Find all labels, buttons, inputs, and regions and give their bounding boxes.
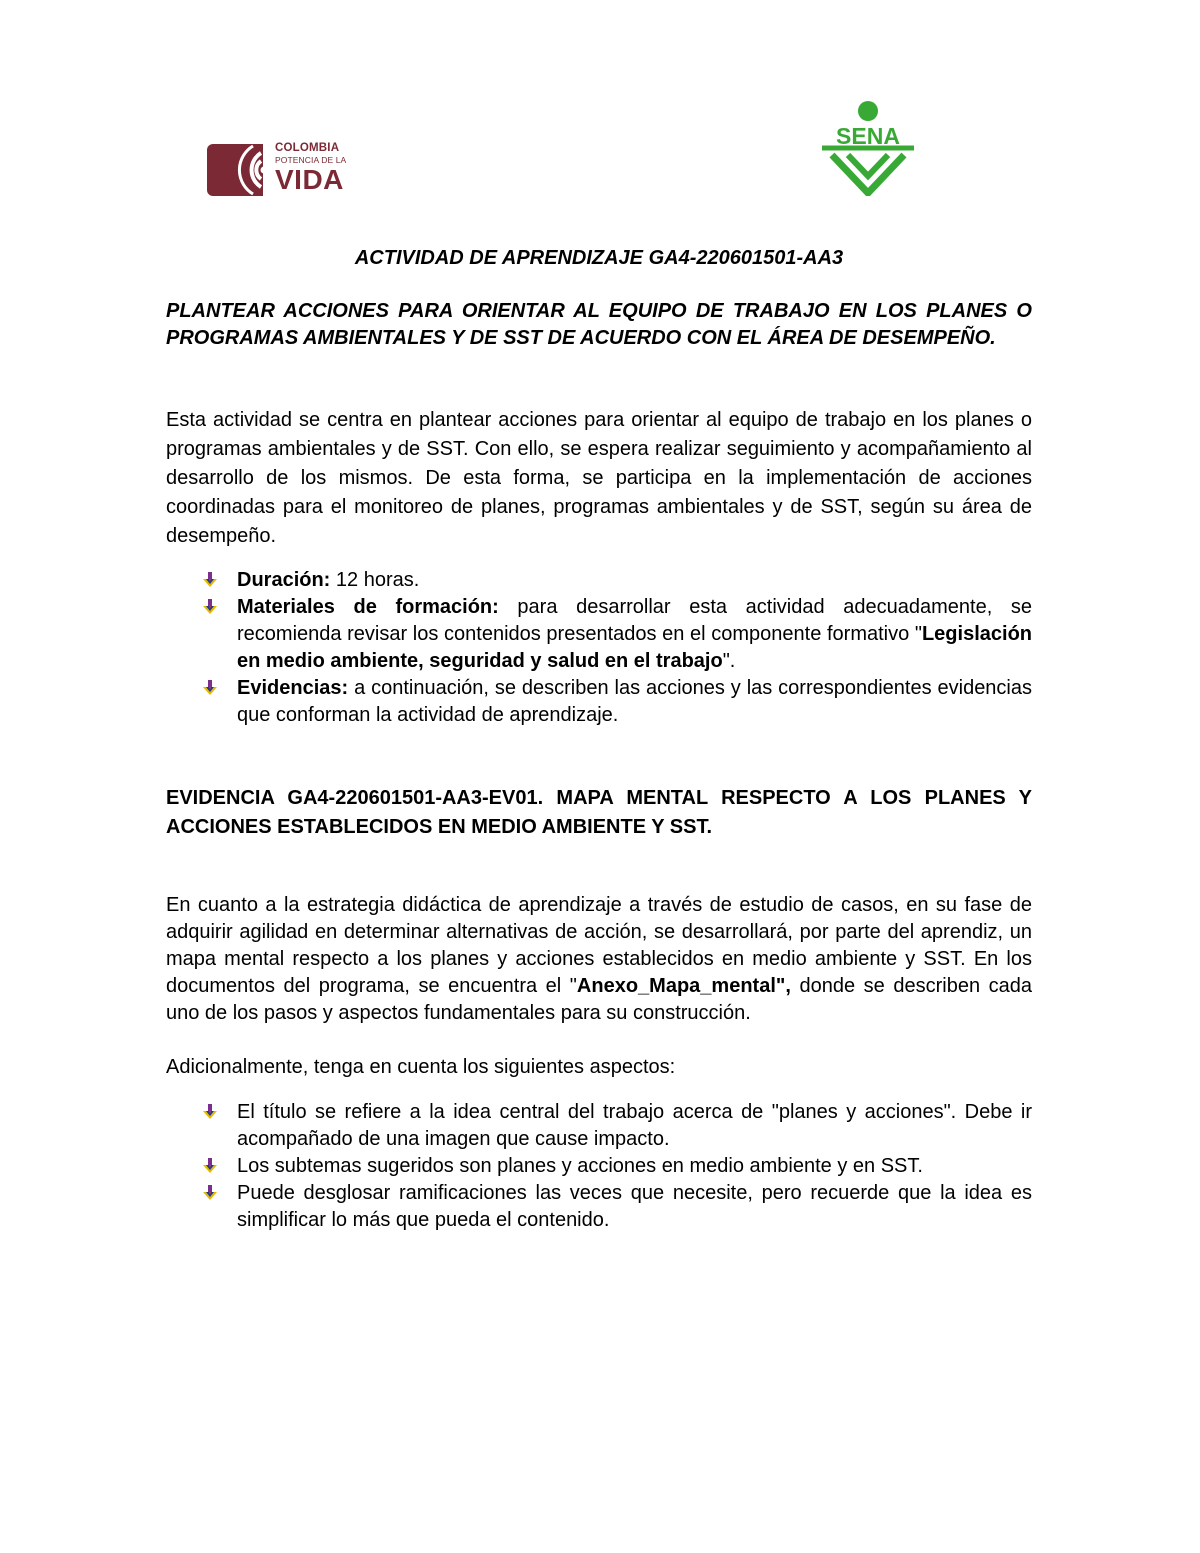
evidences-text: a continuación, se describen las acciones y las correspondientes evidencias que conforman la actividad de aprendizaje.: [237, 677, 1032, 726]
arrow-bullet-icon: [202, 572, 218, 588]
colombia-potencia-logo: [207, 142, 357, 198]
aspect-text: El título se refiere a la idea central del trabajo acerca de "planes y acciones". Debe ir acompañado de una imagen que cause impacto.: [237, 1101, 1032, 1150]
list-item: [166, 675, 1032, 729]
duration-value: 12 horas.: [330, 569, 420, 591]
evidence-text-before: En cuanto a la estrategia didáctica de aprendizaje a través de estudio de casos, en su fase de adquirir agilidad en determinar alternativas de acción, se desarrollará, por parte del aprendiz, un mapa mental respecto a los planes y acciones establecidos en medio ambiente y SST. En los documentos del programa, se encuentra el ": [166, 894, 1032, 997]
duration-label: Duración:: [237, 569, 331, 591]
aspect-text: Puede desglosar ramificaciones las veces que necesite, pero recuerde que la idea es simplificar lo más que pueda el contenido.: [237, 1182, 1032, 1231]
list-item: [166, 1099, 1032, 1153]
list-item: [166, 594, 1032, 675]
colombia-logo-line3: VIDA: [275, 164, 344, 195]
aspect-text: Los subtemas sugeridos son planes y acciones en medio ambiente y en SST.: [237, 1155, 923, 1177]
sena-logo: [818, 100, 918, 196]
materials-reference: Legislación en medio ambiente, seguridad y salud en el trabajo: [237, 623, 1032, 672]
arrow-bullet-icon: [202, 1158, 218, 1174]
svg-text:SENA: SENA: [836, 123, 900, 149]
arrow-bullet-icon: [202, 680, 218, 696]
colombia-logo-line1: COLOMBIA: [275, 142, 340, 154]
list-item: [166, 1180, 1032, 1234]
aspects-list: [166, 1099, 1032, 1234]
evidence-text-after: donde se describen cada uno de los pasos y aspectos fundamentales para su construcción.: [166, 975, 1032, 1024]
page-title: ACTIVIDAD DE APRENDIZAJE GA4-220601501-AA3: [354, 247, 844, 269]
info-list: [166, 567, 1032, 729]
arrow-bullet-icon: [202, 599, 218, 615]
annex-reference: Anexo_Mapa_mental",: [576, 975, 791, 997]
colombia-logo-text: [275, 142, 346, 194]
activity-subtitle: PLANTEAR ACCIONES PARA ORIENTAR AL EQUIPO DE TRABAJO EN LOS PLANES O PROGRAMAS AMBIENTALES Y DE SST DE ACUERDO CON EL ÁREA DE DESEMPEÑO.: [166, 300, 1032, 349]
list-item: [166, 567, 1032, 594]
arrow-bullet-icon: [202, 1185, 218, 1201]
colombia-logo-line2: POTENCIA DE LA: [275, 155, 347, 165]
colombia-wave-icon: [207, 144, 269, 196]
evidence-title: EVIDENCIA GA4-220601501-AA3-EV01. MAPA MENTAL RESPECTO A LOS PLANES Y ACCIONES ESTABLECIDOS EN MEDIO AMBIENTE Y SST.: [166, 787, 1032, 838]
arrow-bullet-icon: [202, 1104, 218, 1120]
materials-label: Materiales de formación:: [237, 596, 499, 618]
intro-paragraph: Esta actividad se centra en plantear acciones para orientar al equipo de trabajo en los planes o programas ambientales y de SST. Con ello, se espera realizar seguimiento y acompañamiento al desarrollo de los mismos. De esta forma, se participa en la implementación de acciones coordinadas para el monitoreo de planes, programas ambientales y de SST, según su área de desempeño.: [166, 409, 1032, 547]
materials-text: para desarrollar esta actividad adecuadamente, se recomienda revisar los contenidos presentados en el componente formativo ": [237, 596, 1033, 645]
evidences-label: Evidencias:: [237, 677, 349, 699]
evidence-paragraph: [166, 892, 1032, 1027]
list-item: [166, 1153, 1032, 1180]
materials-text-end: ".: [722, 650, 736, 672]
additional-aspects-intro: Adicionalmente, tenga en cuenta los siguientes aspectos:: [166, 1056, 676, 1078]
